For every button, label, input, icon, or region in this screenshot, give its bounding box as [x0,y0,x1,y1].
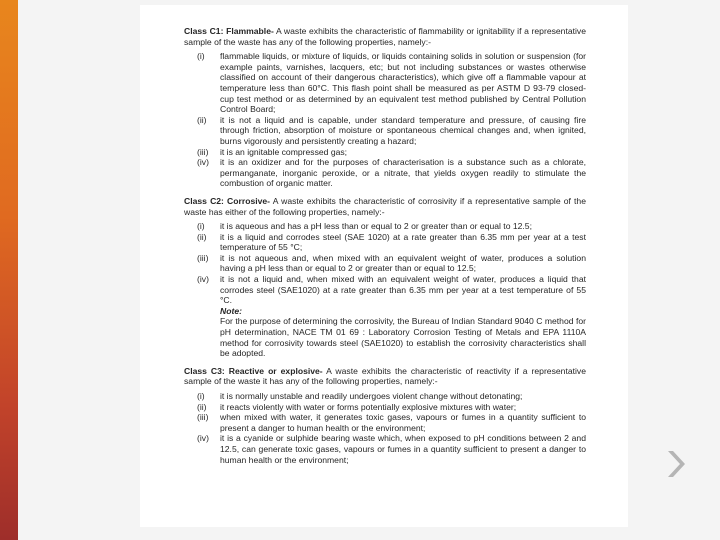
item-text-with-note [220,274,586,359]
section-c2 [184,196,586,359]
note-label: Note: [220,305,242,316]
section-heading [184,196,586,217]
list-item [184,274,586,359]
section-title: Class C2: Corrosive- [184,195,271,206]
note-text: For the purpose of determining the corrosivity, the Bureau of Indian Standard 9040 C method for pH determination, NACE TM 01 69 : Laboratory Corrosion Testing of Metals and EPA 1110A method for corrosivity towards steel (SAE1020) to establish the corrosivity characteristics shall be adopted. [220,316,586,359]
item-list [184,51,586,189]
section-intro: A waste exhibits the characteristic of flammability or ignitability if a representative sample of the waste has any of the following properties, namely:- [184,26,586,47]
item-text: it is an ignitable compressed gas; [220,146,348,157]
item-text: it is not a liquid and is capable, under standard temperature and pressure, of causing fire through friction, absorption of moisture or spontaneous chemical changes and, when ignited, burns vigorously and persistently creating a hazard; [220,114,586,146]
item-text: flammable liquids, or mixture of liquids, or liquids containing solids in solution or suspension (for example paints, varnishes, lacquers, etc; but not including substances or wastes otherwise classified on account of their dangerous characteristics), which give off a flammable vapour at temperature less than 60°C. This flash point shall be measured as per ASTM D 93-79 closed-cup test method or as determined by an equivalent test method published by Central Pollution Control Board; [220,51,586,115]
list-item [184,402,586,413]
item-text: it is not aqueous and, when mixed with an equivalent weight of water, produces a solution having a pH less than or equal to 2 or greater than or equal to 12.5; [220,252,586,274]
list-item [184,221,586,232]
item-number: (iv) [197,157,209,168]
section-c3 [184,366,586,465]
list-item [184,391,586,402]
item-list [184,391,586,465]
list-item [184,115,586,147]
item-number: (iii) [197,252,209,263]
item-text: when mixed with water, it generates toxic gases, vapours or fumes in a quantity sufficient to present a danger to human health or the environment; [220,412,586,433]
list-item [184,157,586,189]
list-item [184,232,586,253]
item-text: it is a cyanide or sulphide bearing waste which, when exposed to pH conditions between 2 and 12.5, can generate toxic gases, vapours or fumes in a quantity sufficient to present a danger to human health or the environment; [220,433,586,465]
item-number: (ii) [197,401,207,412]
item-text: it is aqueous and has a pH less than or equal to 2 or greater than or equal to 12.5; [220,221,532,232]
item-text: it is an oxidizer and for the purposes of characterisation is a substance such as a chlorate, permanganate, inorganic peroxide, or a nitrate, that yields oxygen readily to stimulate the combustion of organic matter. [220,157,586,189]
list-item [184,51,586,115]
accent-bar [0,0,18,540]
section-c1 [184,26,586,189]
section-title: Class C3: Reactive or explosive- [184,365,323,376]
item-number: (i) [197,391,205,401]
item-text: it is not a liquid and, when mixed with an equivalent weight of water, produces a liquid that corrodes steel (SAE1020) at a rate greater than 6.35 mm per year at a test temperature of 55 °C. [220,274,586,306]
list-item [184,433,586,465]
section-title: Class C1: Flammable- [184,26,274,36]
section-intro: A waste exhibits the characteristic of reactivity if a representative sample of the waste it has any of the following properties, namely:- [184,365,586,387]
item-number: (i) [197,221,205,232]
item-list [184,221,586,359]
item-number: (ii) [197,231,207,242]
section-heading [184,26,586,47]
item-number: (iv) [197,433,209,444]
section-heading [184,366,586,387]
list-item [184,412,586,433]
list-item [184,253,586,274]
item-number: (ii) [197,114,207,125]
item-text: it reacts violently with water or forms potentially explosive mixtures with water; [220,401,517,412]
item-number: (iii) [197,412,209,423]
item-text: it is normally unstable and readily undergoes violent change without detonating; [220,391,523,401]
section-intro: A waste exhibits the characteristic of corrosivity if a representative sample of the waste has either of the following properties, namely:- [184,195,586,217]
list-item [184,147,586,158]
document-page [140,5,628,527]
chevron-right-icon [662,448,690,480]
item-number: (iii) [197,146,209,157]
item-number: (i) [197,51,205,62]
item-text: it is a liquid and corrodes steel (SAE 1020) at a rate greater than 6.35 mm per year at a test temperature of 55 °C; [220,231,586,253]
next-slide-button[interactable] [662,448,690,480]
item-number: (iv) [197,274,209,285]
